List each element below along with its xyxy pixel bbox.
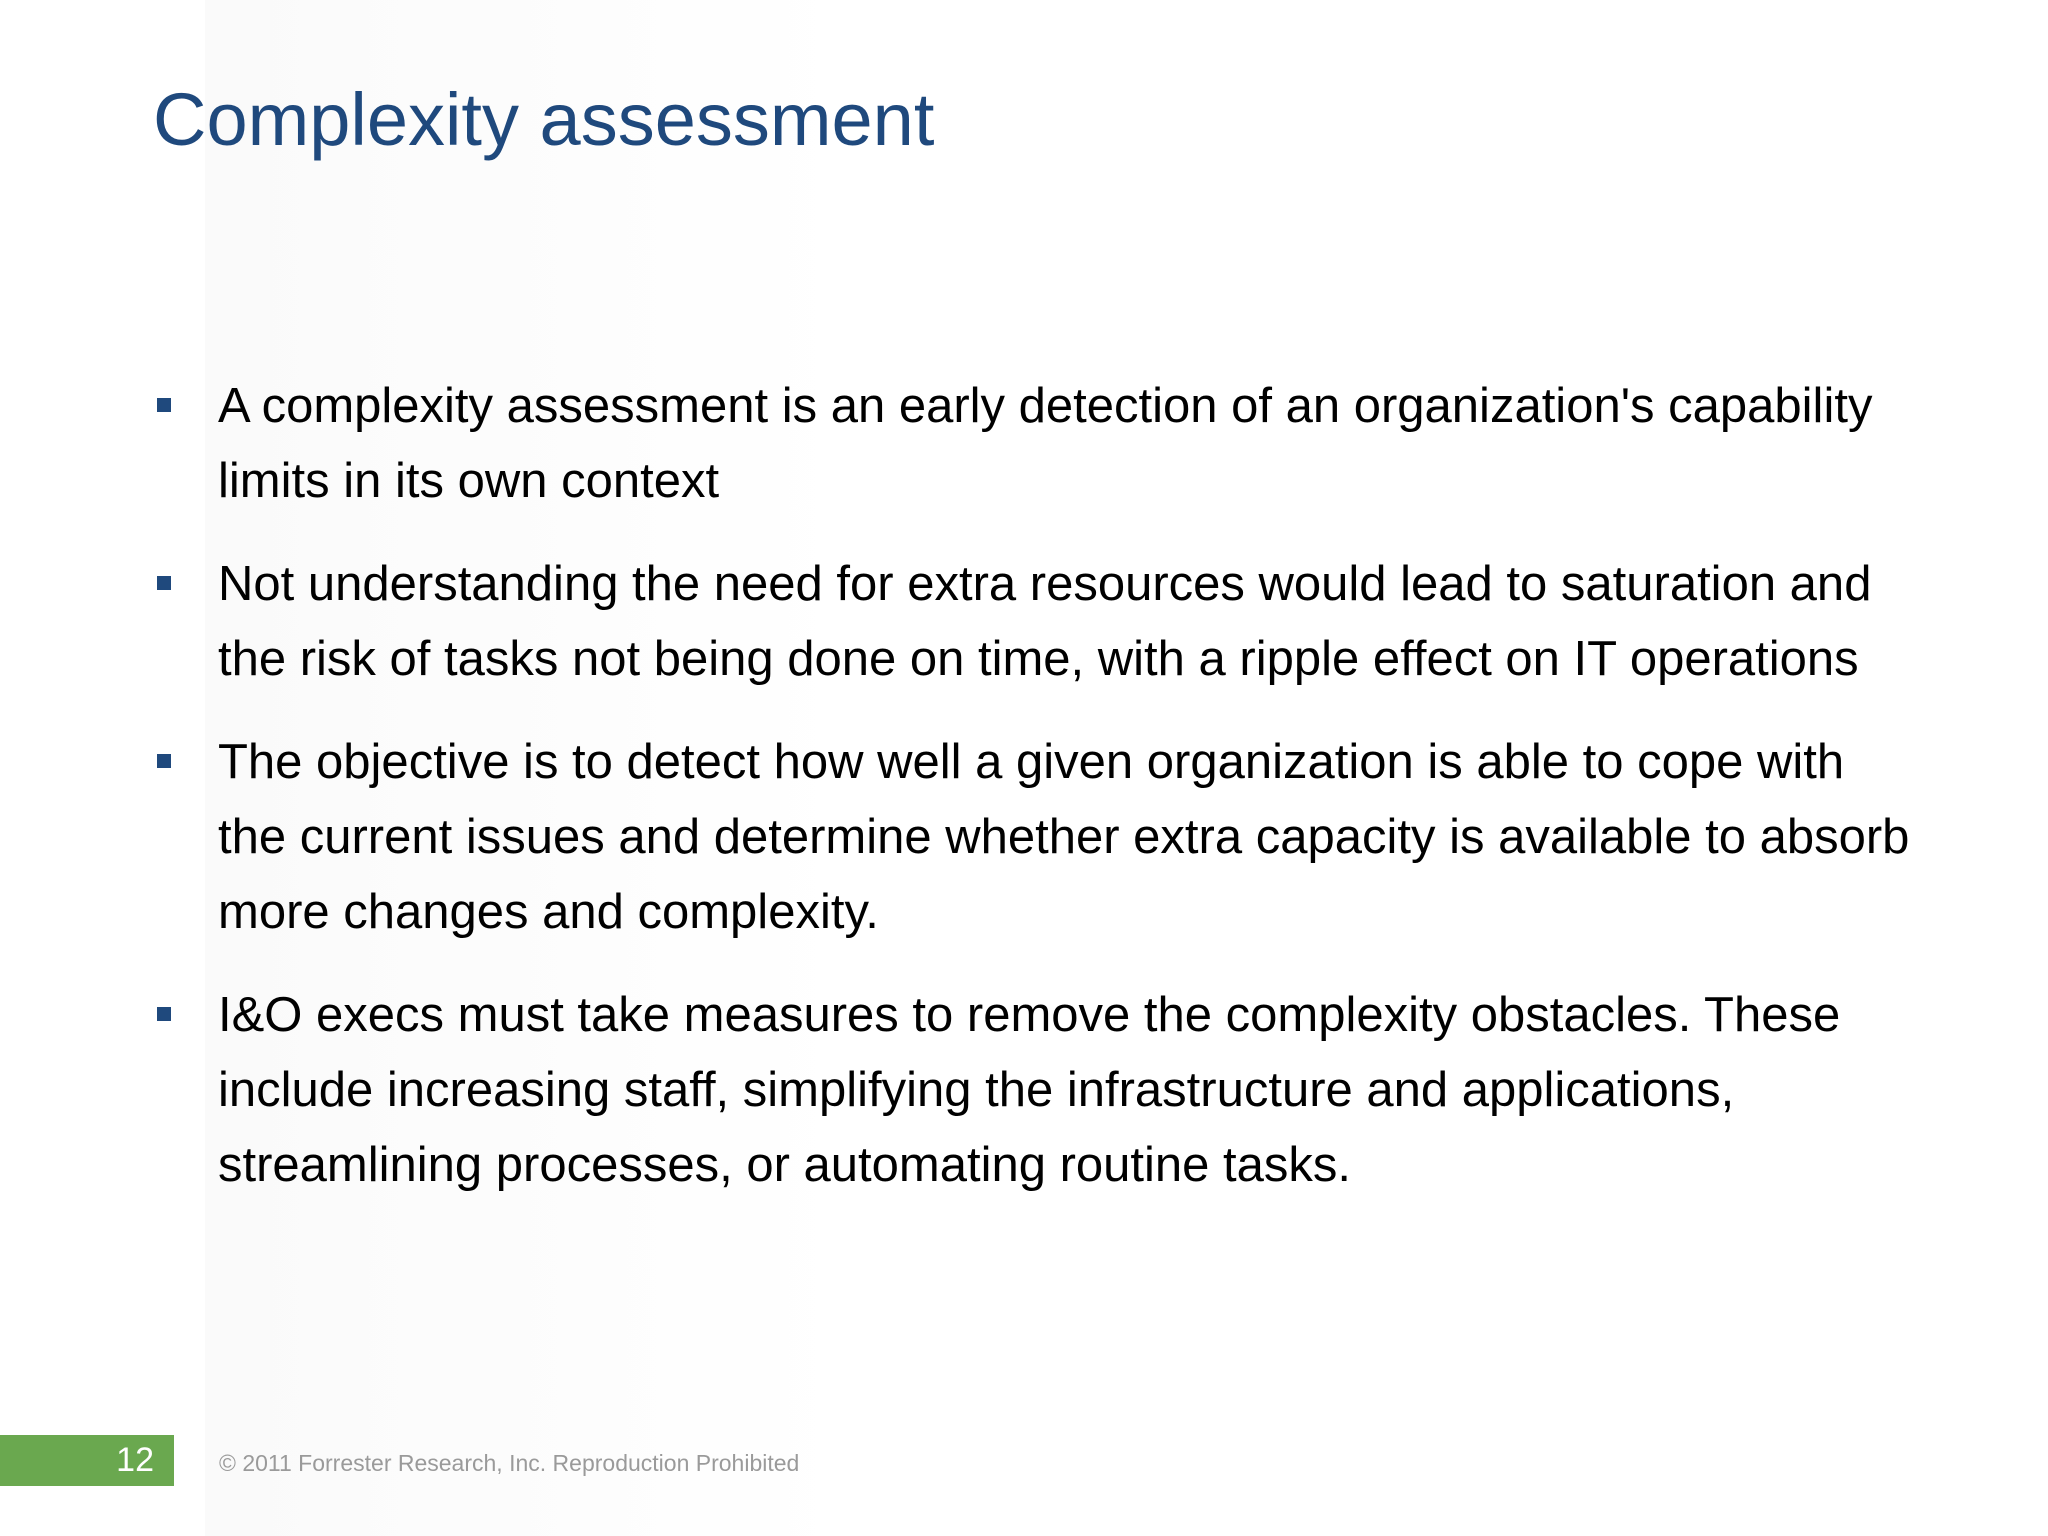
square-bullet-icon (157, 754, 171, 768)
bullet-text: A complexity assessment is an early detection of an organization's capability limits in its own context (218, 379, 1873, 508)
square-bullet-icon (157, 1007, 171, 1021)
bullet-text: I&O execs must take measures to remove the complexity obstacles. These include increasing staff, simplifying the infrastructure and applications, streamlining processes, or automating routine tasks. (218, 988, 1841, 1192)
bullet-list (153, 369, 1913, 1231)
copyright-footer: © 2011 Forrester Research, Inc. Reproduction Prohibited (219, 1450, 800, 1476)
bullet-text: The objective is to detect how well a given organization is able to cope with the current issues and determine whether extra capacity is available to absorb more changes and complexity. (218, 735, 1910, 939)
page-number: 12 (0, 1435, 174, 1486)
bullet-item (153, 725, 1913, 950)
bullet-item (153, 547, 1913, 697)
bullet-item (153, 369, 1913, 519)
slide-title: Complexity assessment (153, 78, 935, 161)
bullet-item (153, 978, 1913, 1203)
square-bullet-icon (157, 398, 171, 412)
bullet-text: Not understanding the need for extra resources would lead to saturation and the risk of tasks not being done on time, with a ripple effect on IT operations (218, 557, 1872, 686)
square-bullet-icon (157, 576, 171, 590)
